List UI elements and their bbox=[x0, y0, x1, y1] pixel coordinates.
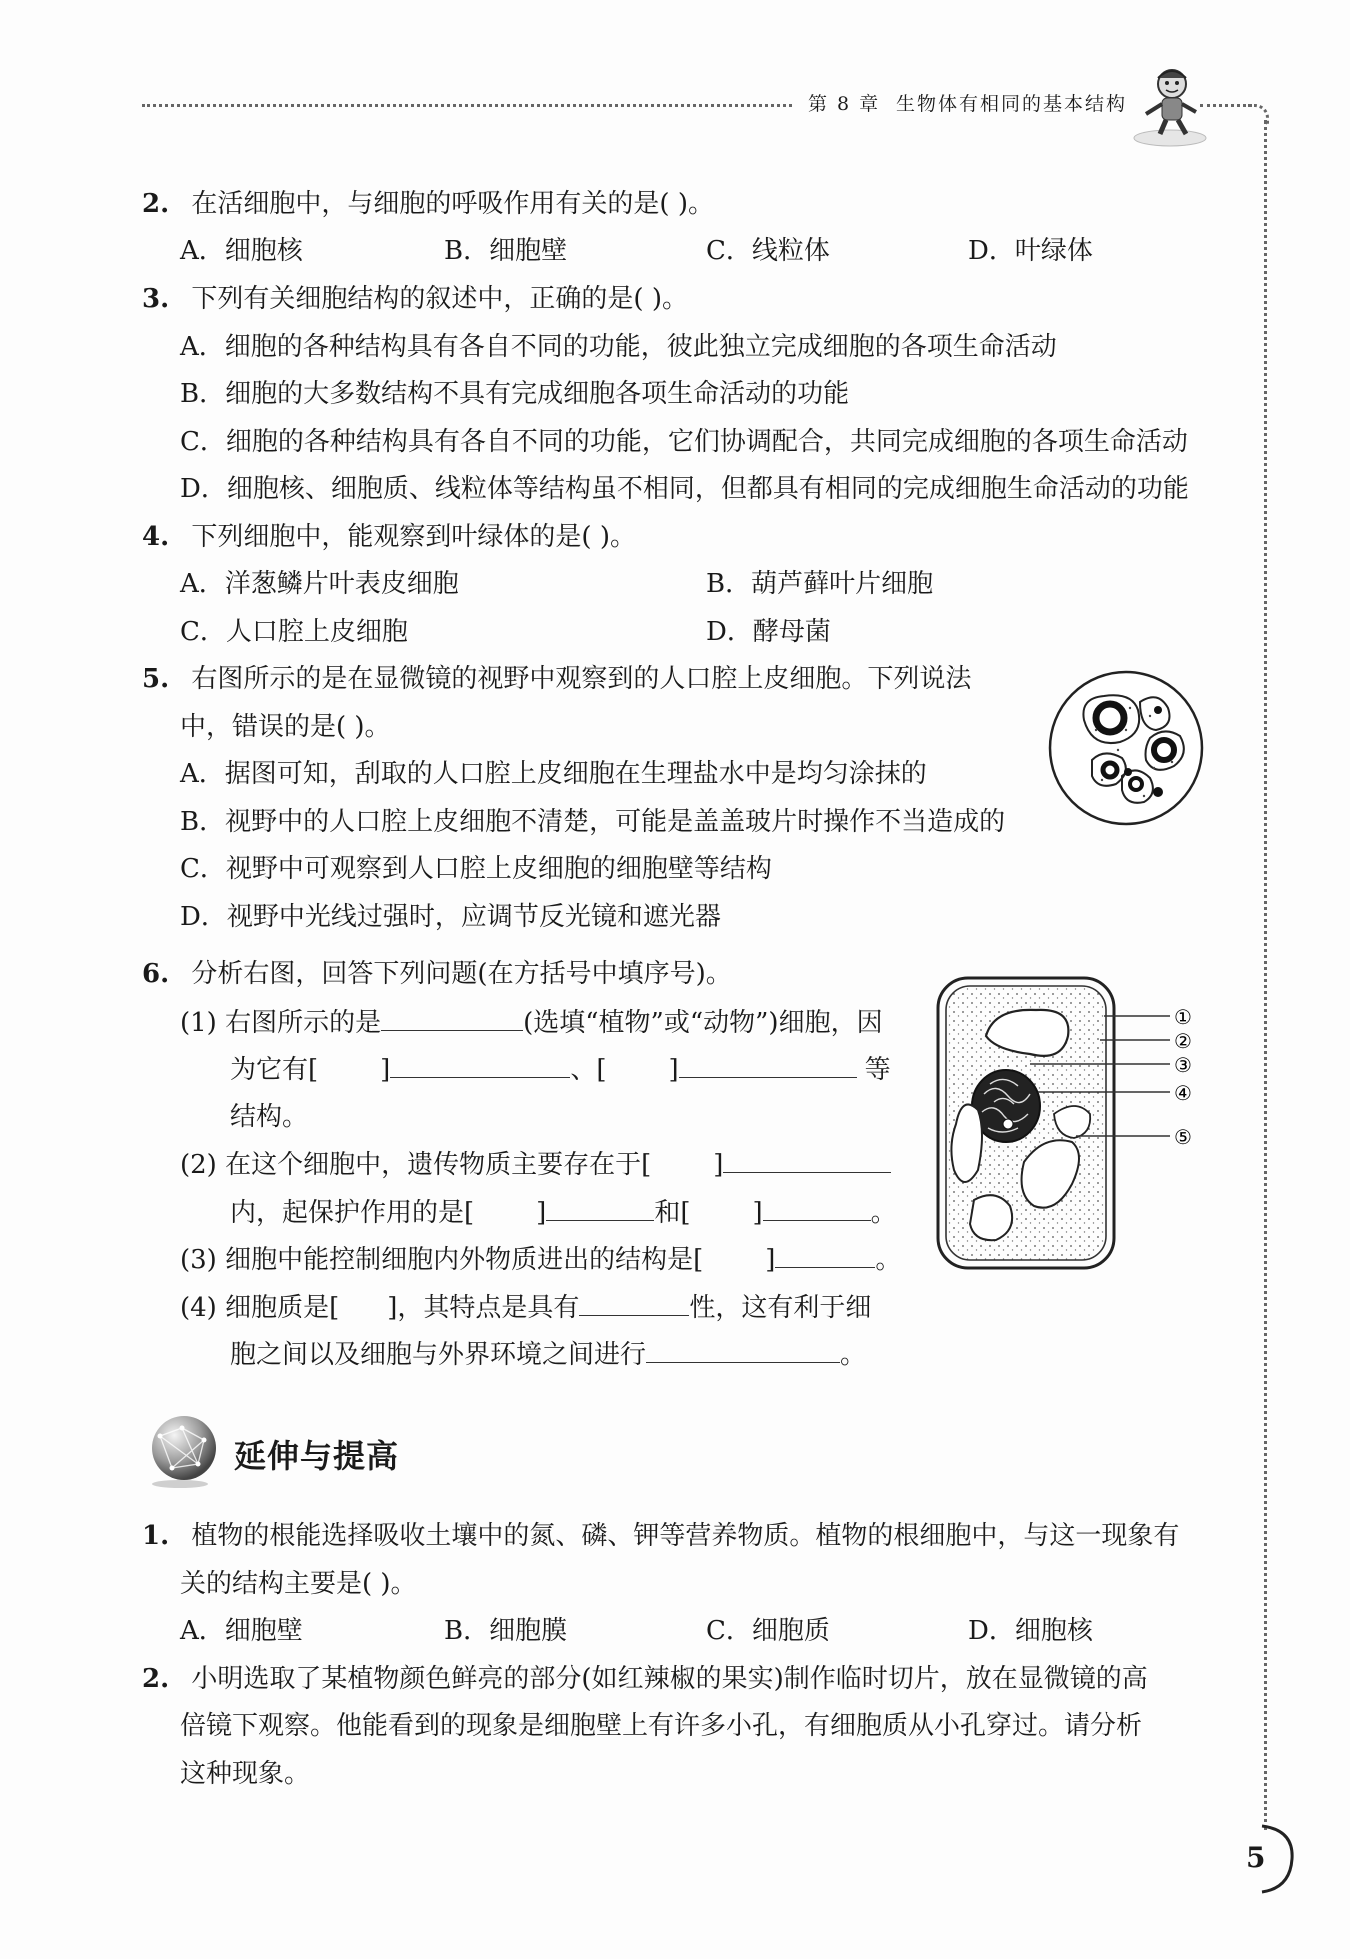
q5-option-d: D．视野中光线过强时，应调节反光镜和遮光器 bbox=[180, 902, 721, 932]
q3-option-c: C．细胞的各种结构具有各自不同的功能，它们协调配合，共同完成细胞的各项生命活动 bbox=[180, 427, 1188, 457]
question-number: 3. bbox=[142, 284, 170, 314]
q6-sub1-line3: 结构。 bbox=[230, 1102, 309, 1132]
ext-q2-stem-line2: 倍镜下观察。他能看到的现象是细胞壁上有许多小孔，有细胞质从小孔穿过。请分析 bbox=[180, 1711, 1143, 1741]
answer-blank[interactable] bbox=[390, 1051, 570, 1078]
ext-q1-option-d: D．细胞核 bbox=[968, 1616, 1093, 1646]
question-stem: 下列细胞中，能观察到叶绿体的是( )。 bbox=[191, 522, 636, 552]
question-number: 1. bbox=[142, 1521, 170, 1551]
question-stem: 分析右图，回答下列问题(在方括号中填序号)。 bbox=[191, 959, 732, 989]
text: (2) 在这个细胞中，遗传物质主要存在于[ bbox=[180, 1150, 652, 1180]
header-title: 生物体有相同的基本结构 bbox=[896, 93, 1128, 115]
q4-option-d: D．酵母菌 bbox=[706, 617, 831, 647]
q4-option-b: B．葫芦藓叶片细胞 bbox=[706, 569, 934, 599]
q3-option-b: B．细胞的大多数结构不具有完成细胞各项生命活动的功能 bbox=[180, 379, 850, 409]
header-dotted-rule-right bbox=[1200, 104, 1252, 107]
answer-blank[interactable] bbox=[381, 1004, 523, 1031]
question-2 bbox=[142, 186, 714, 222]
text: 和[ bbox=[654, 1198, 691, 1228]
text: (1) 右图所示的是 bbox=[180, 1008, 382, 1038]
text: 为它有[ bbox=[230, 1055, 319, 1085]
text: ] bbox=[536, 1198, 547, 1228]
question-6 bbox=[142, 956, 732, 992]
header-chapter: 第 8 章 bbox=[808, 93, 881, 115]
q2-option-d: D．叶绿体 bbox=[968, 236, 1093, 266]
microscope-view-figure bbox=[1046, 668, 1206, 828]
q4-option-a: A．洋葱鳞片叶表皮细胞 bbox=[180, 569, 459, 599]
text: 、[ bbox=[570, 1055, 607, 1085]
answer-blank[interactable] bbox=[546, 1194, 654, 1221]
text: ] bbox=[752, 1198, 763, 1228]
right-dotted-rule bbox=[1264, 120, 1267, 1830]
q6-sub3-line1 bbox=[180, 1241, 901, 1277]
ext-q1-option-a: A．细胞壁 bbox=[180, 1616, 303, 1646]
ext-q1-option-c: C．细胞质 bbox=[706, 1616, 830, 1646]
text: 。 bbox=[840, 1340, 867, 1370]
cell-label-3: ③ bbox=[1174, 1053, 1192, 1077]
q5-option-c: C．视野中可观察到人口腔上皮细胞的细胞壁等结构 bbox=[180, 854, 772, 884]
text: (3) 细胞中能控制细胞内外物质进出的结构是[ bbox=[180, 1245, 704, 1275]
q6-sub1-line2 bbox=[230, 1051, 891, 1087]
answer-blank[interactable] bbox=[723, 1146, 891, 1173]
q4-option-c: C．人口腔上皮细胞 bbox=[180, 617, 408, 647]
question-number: 2. bbox=[142, 1664, 170, 1694]
question-5 bbox=[142, 661, 971, 697]
text: 胞之间以及细胞与外界环境之间进行 bbox=[230, 1340, 647, 1370]
mascot-image bbox=[1130, 64, 1210, 148]
question-4 bbox=[142, 519, 636, 555]
answer-blank[interactable] bbox=[775, 1241, 875, 1268]
text: ] bbox=[713, 1150, 724, 1180]
text: ] bbox=[765, 1245, 776, 1275]
question-number: 2. bbox=[142, 189, 170, 219]
text: (选填“植物”或“动物”)细胞，因 bbox=[523, 1008, 883, 1038]
question-stem: 下列有关细胞结构的叙述中，正确的是( )。 bbox=[191, 284, 688, 314]
question-3 bbox=[142, 281, 688, 317]
q2-option-b: B．细胞壁 bbox=[444, 236, 568, 266]
question-number: 5. bbox=[142, 664, 170, 694]
question-stem-line1: 植物的根能选择吸收土壤中的氮、磷、钾等营养物质。植物的根细胞中，与这一现象有 bbox=[191, 1521, 1180, 1551]
q6-sub1-line1 bbox=[180, 1004, 883, 1040]
cell-label-5: ⑤ bbox=[1174, 1125, 1192, 1149]
extension-question-2 bbox=[142, 1661, 1148, 1697]
cell-label-1: ① bbox=[1174, 1005, 1192, 1029]
q5-option-b: B．视野中的人口腔上皮细胞不清楚，可能是盖盖玻片时操作不当造成的 bbox=[180, 807, 1006, 837]
text: ] bbox=[380, 1055, 391, 1085]
q3-option-a: A．细胞的各种结构具有各自不同的功能，彼此独立完成细胞的各项生命活动 bbox=[180, 332, 1057, 362]
answer-blank[interactable] bbox=[679, 1051, 857, 1078]
globe-icon bbox=[142, 1410, 222, 1490]
text: 内，起保护作用的是[ bbox=[230, 1198, 475, 1228]
answer-blank[interactable] bbox=[763, 1194, 871, 1221]
page-number-badge bbox=[1232, 1822, 1296, 1896]
question-stem-line1: 小明选取了某植物颜色鲜亮的部分(如红辣椒的果实)制作临时切片，放在显微镜的高 bbox=[191, 1664, 1148, 1694]
ext-q1-option-b: B．细胞膜 bbox=[444, 1616, 568, 1646]
cell-label-4: ④ bbox=[1174, 1081, 1192, 1105]
cell-label-2: ② bbox=[1174, 1029, 1192, 1053]
extension-question-1 bbox=[142, 1518, 1179, 1554]
q5-stem-line2: 中，错误的是( )。 bbox=[180, 712, 391, 742]
q6-sub4-line1 bbox=[180, 1289, 871, 1325]
header-dotted-rule bbox=[142, 104, 792, 107]
q2-option-c: C．线粒体 bbox=[706, 236, 830, 266]
q5-option-a: A．据图可知，刮取的人口腔上皮细胞在生理盐水中是均匀涂抹的 bbox=[180, 759, 927, 789]
question-stem-line1: 右图所示的是在显微镜的视野中观察到的人口腔上皮细胞。下列说法 bbox=[191, 664, 972, 694]
q6-sub2-line1 bbox=[180, 1146, 891, 1182]
text: (4) 细胞质是[ bbox=[180, 1293, 340, 1323]
q6-sub2-line2 bbox=[230, 1194, 897, 1230]
page-number: 5 bbox=[1246, 1841, 1266, 1874]
ext-q2-stem-line3: 这种现象。 bbox=[180, 1759, 311, 1789]
text: ] bbox=[668, 1055, 679, 1085]
ext-q1-stem-line2: 关的结构主要是( )。 bbox=[180, 1569, 417, 1599]
question-stem: 在活细胞中，与细胞的呼吸作用有关的是( )。 bbox=[191, 189, 714, 219]
question-number: 6. bbox=[142, 959, 170, 989]
answer-blank[interactable] bbox=[579, 1289, 689, 1316]
plant-cell-figure bbox=[934, 974, 1204, 1274]
q3-option-d: D．细胞核、细胞质、线粒体等结构虽不相同，但都具有相同的完成细胞生命活动的功能 bbox=[180, 474, 1189, 504]
section-title: 延伸与提高 bbox=[234, 1437, 400, 1475]
text: ]，其特点是具有 bbox=[387, 1293, 580, 1323]
question-number: 4. bbox=[142, 522, 170, 552]
q2-option-a: A．细胞核 bbox=[180, 236, 303, 266]
answer-blank[interactable] bbox=[646, 1336, 840, 1363]
text: 。 bbox=[875, 1245, 902, 1275]
q6-sub4-line2 bbox=[230, 1336, 866, 1372]
text: 性，这有利于细 bbox=[689, 1293, 872, 1323]
text: 。 bbox=[870, 1198, 897, 1228]
text: 等 bbox=[864, 1055, 891, 1085]
